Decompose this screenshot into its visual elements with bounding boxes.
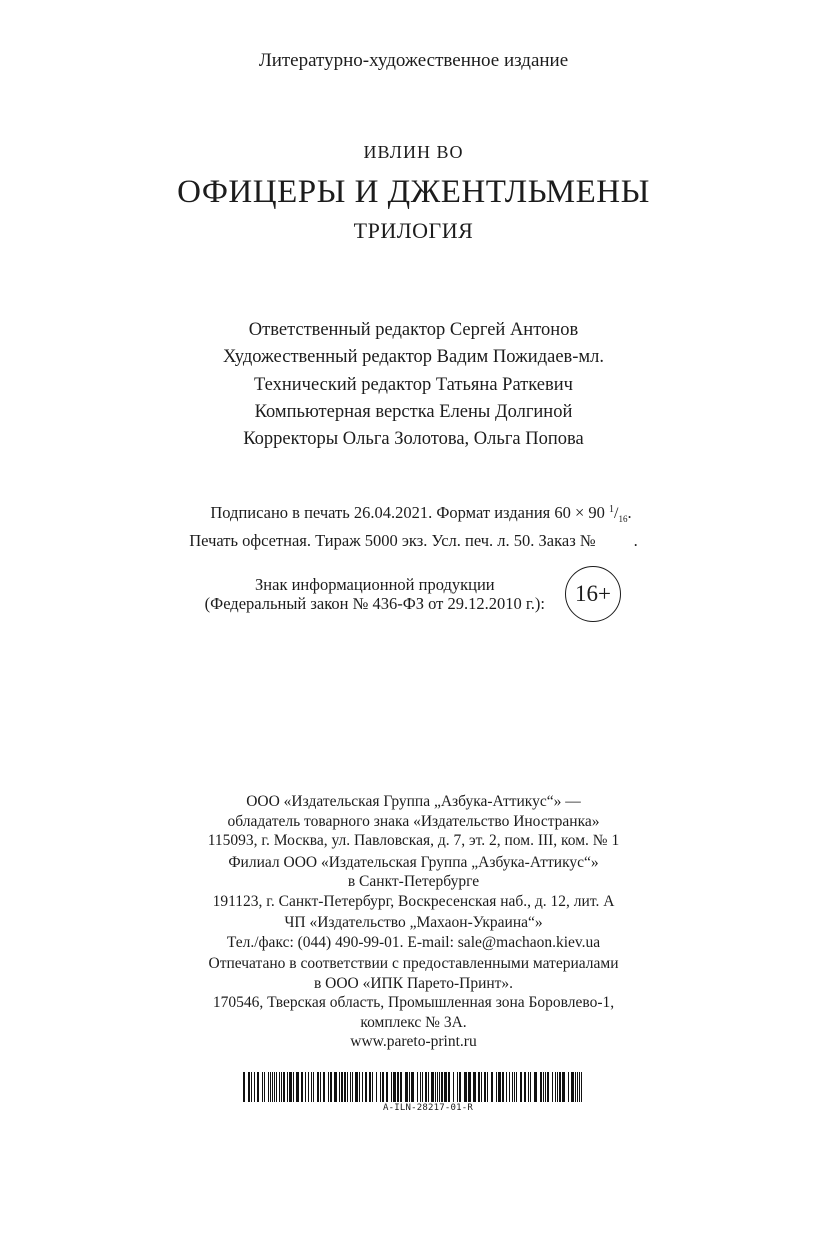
imprint-line: 191123, г. Санкт-Петербург, Воскресенская наб., д. 12, лит. А (212, 892, 615, 910)
edition-type: Литературно-художественное издание (258, 50, 569, 71)
credits-block (0, 317, 827, 453)
imprint-line: ООО «Издательская Группа „Азбука-Аттикус“» — (246, 793, 581, 810)
age-rating-block (195, 574, 615, 624)
credit-line: Корректоры Ольга Золотова, Ольга Попова (243, 429, 584, 450)
imprint-line: Тел./факс: (044) 490-99-01. E-mail: sale@machaon.kiev.ua (226, 933, 601, 951)
imprint-line: в ООО «ИПК Парето-Принт». (313, 974, 514, 992)
publisher-ukraine (0, 913, 827, 952)
book-title: ОФИЦЕРЫ И ДЖЕНТЛЬМЕНЫ (177, 174, 650, 210)
imprint-line: 170546, Тверская область, Промышленная зона Боровлево-1, (212, 994, 615, 1011)
format-numerator: 1 (609, 504, 615, 515)
imprint-line: обладатель товарного знака «Издательство Иностранка» (227, 812, 600, 830)
credit-line: Ответственный редактор Сергей Антонов (248, 320, 579, 340)
credit-line: Компьютерная верстка Елены Долгиной (254, 401, 573, 422)
imprint-line: 115093, г. Москва, ул. Павловская, д. 7, эт. 2, пом. III, ком. № 1 (207, 832, 620, 849)
age-rating-badge: 16+ (565, 566, 621, 622)
credit-line: Художественный редактор Вадим Пожидаев-мл. (223, 347, 604, 368)
age-rating-label-line2: (Федеральный закон № 436-ФЗ от 29.12.2010 г.): (204, 594, 545, 613)
publisher-imprint (0, 792, 827, 1054)
print-signed-line (0, 499, 827, 530)
imprint-line: ЧП «Издательство „Махаон-Украина“» (284, 914, 543, 931)
barcode-icon (243, 1072, 583, 1102)
printer-website: www.pareto-print.ru (350, 1033, 477, 1050)
format-suffix: . (627, 503, 632, 522)
imprint-line: Филиал ООО «Издательская Группа „Азбука-Аттикус“» (228, 853, 599, 871)
print-run-suffix: . (633, 531, 638, 550)
format-slash: / (614, 505, 619, 522)
barcode-block (243, 1072, 583, 1113)
format-denominator: 16 (618, 514, 628, 524)
author-name: ИВЛИН ВО (363, 142, 464, 162)
print-signed-text: Подписано в печать 26.04.2021. Формат издания 60 × 90 (210, 503, 605, 522)
book-subtitle: ТРИЛОГИЯ (353, 218, 474, 243)
barcode-code: A-ILN-28217-01-R (383, 1103, 473, 1113)
print-info (0, 499, 827, 552)
barcode-space (582, 1072, 583, 1102)
print-run-line (0, 530, 827, 552)
print-run-text: Печать офсетная. Тираж 5000 экз. Усл. печ. л. 50. Заказ № (189, 531, 596, 550)
imprint-line: в Санкт-Петербурге (347, 873, 480, 890)
publisher-main (0, 792, 827, 851)
age-rating-label (205, 575, 545, 613)
imprint-line: Отпечатано в соответствии с предоставленными материалами (208, 955, 619, 972)
printer-info (0, 954, 827, 1052)
age-rating-label-line1: Знак информационной продукции (255, 575, 495, 594)
imprint-line: комплекс № 3А. (360, 1013, 467, 1031)
credit-line: Технический редактор Татьяна Раткевич (254, 374, 573, 395)
publisher-branch (0, 853, 827, 912)
